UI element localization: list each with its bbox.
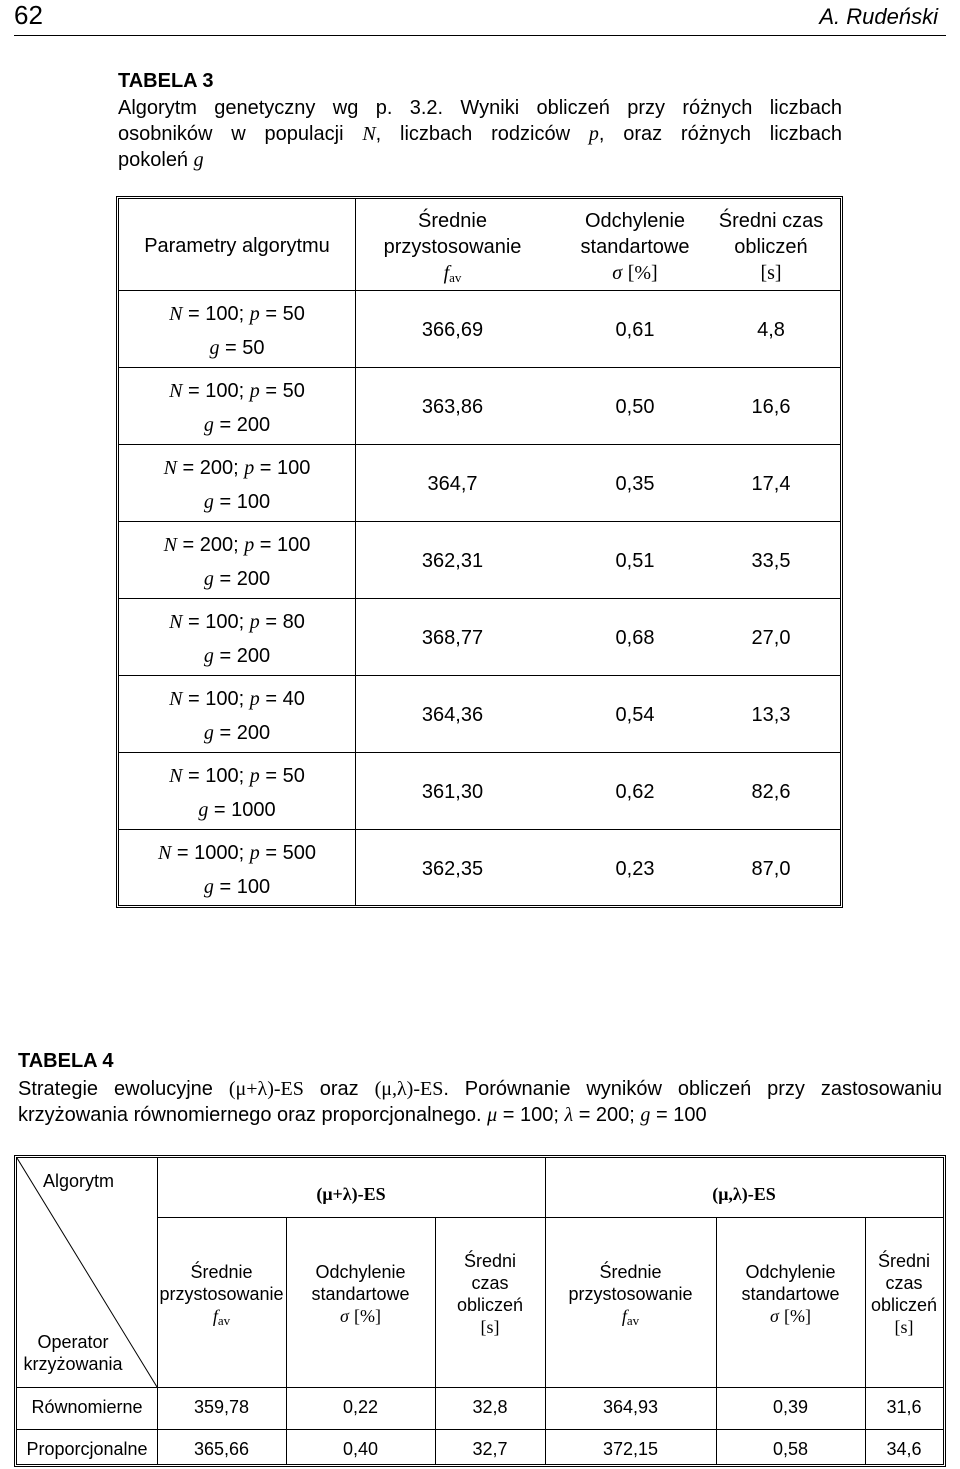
table4-caption-line1: Strategie ewolucyjne (μ+λ)-ES oraz (μ,λ)-ES. Porównanie wyników obliczeń przy zastosowaniu	[18, 1078, 942, 1100]
table4-cell-f2: 372,15	[602, 1439, 659, 1459]
table4-cell-s1: 0,40	[342, 1439, 379, 1459]
table3-param-np: N = 200; p = 100	[163, 534, 311, 556]
table4-cell-f2: 364,93	[602, 1397, 659, 1417]
table3-cell-time: 17,4	[751, 473, 791, 495]
table3-param-g: g = 200	[203, 414, 271, 436]
table3-param-np: N = 100; p = 80	[169, 611, 305, 633]
table4-group-mu-comma-lambda: (μ,λ)-ES	[712, 1184, 776, 1204]
table4-divider	[716, 1217, 717, 1464]
table3-cell-std: 0,50	[615, 396, 655, 418]
table3-cell-fitness: 368,77	[421, 627, 484, 649]
table4-group-mu-plus-lambda: (μ+λ)-ES	[316, 1184, 386, 1204]
table3-row-rule	[119, 444, 840, 445]
table3-param-np: N = 1000; p = 500	[158, 842, 316, 864]
table3-cell-time: 33,5	[751, 550, 791, 572]
table3-caption	[118, 95, 842, 173]
table3-cell-fitness: 361,30	[421, 781, 484, 803]
table4-cell-operator: Równomierne	[31, 1397, 143, 1417]
table3-param-np: N = 200; p = 100	[163, 457, 311, 479]
table3-param-g: g = 200	[203, 722, 271, 744]
table3-param-g: g = 100	[203, 876, 271, 898]
table4-divider	[286, 1217, 287, 1464]
table4-subheader-std: Odchylenie standartowe σ [%]	[311, 1262, 410, 1326]
table3-cell-std: 0,23	[615, 858, 655, 880]
table4-caption	[18, 1076, 942, 1128]
table4-cell-f1: 365,66	[193, 1439, 250, 1459]
table3-row-rule	[119, 752, 840, 753]
table3-cell-std: 0,54	[615, 704, 655, 726]
table4-cell-s2: 0,39	[772, 1397, 809, 1417]
table4-caption-line2: krzyżowania równomiernego oraz proporcjonalnego. μ = 100; λ = 200; g = 100	[18, 1104, 707, 1126]
table3-row-rule	[119, 829, 840, 830]
table4-cell-s2: 0,58	[772, 1439, 809, 1459]
table3-cell-time: 16,6	[751, 396, 791, 418]
table3-row-rule	[119, 367, 840, 368]
table3-header-params: Parametry algorytmu	[144, 235, 330, 257]
header-rule	[14, 35, 946, 36]
table4-cell-s1: 0,22	[342, 1397, 379, 1417]
table4-cell-t2: 31,6	[886, 1397, 922, 1417]
table3-cell-time: 13,3	[751, 704, 791, 726]
table4-cell-f1: 359,78	[193, 1397, 250, 1417]
table3-param-g: g = 200	[203, 645, 271, 667]
table4-header-algorithm: Algorytm	[43, 1171, 115, 1191]
table3-cell-time: 27,0	[751, 627, 791, 649]
table3-cell-fitness: 366,69	[421, 319, 484, 341]
table3-param-g: g = 50	[209, 337, 265, 359]
table3-cell-std: 0,62	[615, 781, 655, 803]
table3-param-g: g = 1000	[198, 799, 276, 821]
page-number: 62	[14, 0, 43, 30]
table4	[14, 1155, 946, 1467]
table3-row-rule	[119, 675, 840, 676]
table4-cell-t2: 34,6	[886, 1439, 922, 1459]
table3-caption-line3: pokoleń g	[118, 149, 204, 171]
table3-cell-std: 0,61	[615, 319, 655, 341]
table4-title: TABELA 4	[18, 1050, 114, 1072]
table4-cell-t1: 32,8	[472, 1397, 508, 1417]
table3-header-time: Średni czas obliczeń [s]	[718, 210, 824, 284]
table3-cell-time: 87,0	[751, 858, 791, 880]
table3-cell-fitness: 364,7	[427, 473, 478, 495]
table4-subheader-fitness: Średnie przystosowanie $f_{av}$	[568, 1262, 693, 1328]
table3-param-g: g = 100	[203, 491, 271, 513]
table3-row-rule	[119, 521, 840, 522]
table3-cell-std: 0,35	[615, 473, 655, 495]
table3-cell-fitness: 362,31	[421, 550, 484, 572]
table4-cell-operator: Proporcjonalne	[26, 1439, 148, 1459]
table4-rule	[157, 1217, 943, 1218]
table3-param-g: g = 200	[203, 568, 271, 590]
table3-cell-time: 4,8	[757, 319, 785, 341]
table3	[116, 196, 843, 908]
table4-header-operator: Operator krzyżowania	[23, 1332, 123, 1374]
table4-subheader-time: Średni czas obliczeń [s]	[870, 1251, 938, 1337]
table3-caption-line1: Algorytm genetyczny wg p. 3.2. Wyniki obliczeń przy różnych liczbach	[118, 97, 842, 119]
table4-subheader-fitness: Średnie przystosowanie $f_{av}$	[159, 1262, 284, 1328]
table3-row-rule	[119, 598, 840, 599]
page-author: A. Rudeński	[819, 4, 938, 29]
table3-header-std: Odchylenie standartowe σ [%]	[580, 210, 690, 284]
table3-cell-std: 0,51	[615, 550, 655, 572]
table3-cell-fitness: 363,86	[421, 396, 484, 418]
table3-title: TABELA 3	[118, 70, 214, 92]
table3-cell-fitness: 364,36	[421, 704, 484, 726]
table4-subheader-std: Odchylenie standartowe σ [%]	[741, 1262, 840, 1326]
table3-param-np: N = 100; p = 40	[169, 688, 305, 710]
table3-cell-std: 0,68	[615, 627, 655, 649]
table3-caption-line2: osobników w populacji N, liczbach rodziców p, oraz różnych liczbach	[118, 123, 843, 145]
table3-param-np: N = 100; p = 50	[169, 303, 305, 325]
table4-rule	[17, 1387, 943, 1388]
table4-cell-t1: 32,7	[472, 1439, 508, 1459]
table3-cell-time: 82,6	[751, 781, 791, 803]
table4-subheader-time: Średni czas obliczeń [s]	[456, 1251, 524, 1337]
table3-param-np: N = 100; p = 50	[169, 765, 305, 787]
table3-header-fitness: Średnie przystosowanie $f_{av}$	[383, 210, 522, 285]
page-header	[0, 0, 960, 36]
table3-cell-fitness: 362,35	[421, 858, 484, 880]
table4-rule	[17, 1429, 943, 1430]
table3-param-np: N = 100; p = 50	[169, 380, 305, 402]
